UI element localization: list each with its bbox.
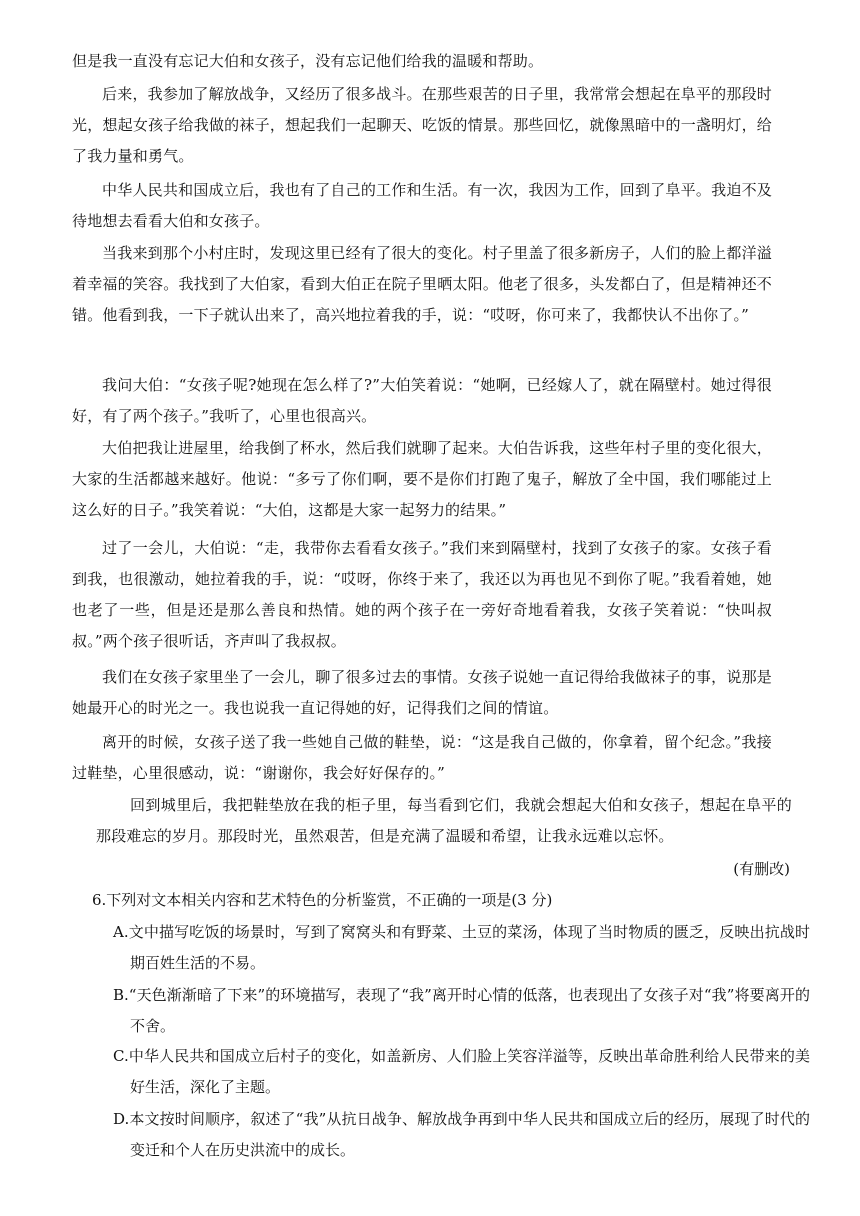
paragraph-9: 离开的时候，女孩子送了我一些她自己做的鞋垫，说：“这是我自己做的，你拿着，留个纪念。”我接过鞋垫，心里很感动，说：“谢谢你，我会好好保存的。” <box>72 733 772 782</box>
paragraph-8: 我们在女孩子家里坐了一会儿，聊了很多过去的事情。女孩子说她一直记得给我做袜子的事，说那是她最开心的时光之一。我也说我一直记得她的好，记得我们之间的情谊。 <box>72 668 772 717</box>
paragraph-1: 但是我一直没有忘记大伯和女孩子，没有忘记他们给我的温暖和帮助。 <box>72 52 544 70</box>
paragraph-4: 当我来到那个小村庄时，发现这里已经有了很大的变化。村子里盖了很多新房子，人们的脸上都洋溢着幸福的笑容。我找到了大伯家，看到大伯正在院子里晒太阳。他老了很多，头发都白了，但是精神还不错。他看到我，一下子就认出来了，高兴地拉着我的手，说：“哎呀，你可来了，我都快认不出你了。” <box>72 244 772 324</box>
paragraph-6: 大伯把我让进屋里，给我倒了杯水，然后我们就聊了起来。大伯告诉我，这些年村子里的变化很大，大家的生活都越来越好。他说：“多亏了你们啊，要不是你们打跑了鬼子，解放了全中国，我们哪能过上这么好的日子。”我笑着说：“大伯，这都是大家一起努力的结果。” <box>72 439 772 519</box>
option-d: D.本文按时间顺序，叙述了“我”从抗日战争、解放战争再到中华人民共和国成立后的经历，展现了时代的变迁和个人在历史洪流中的成长。 <box>113 1110 810 1159</box>
option-b: B.“天色渐渐暗了下来”的环境描写，表现了“我”离开时心情的低落，也表现出了女孩子对“我”将要离开的不舍。 <box>113 986 810 1035</box>
paragraph-7: 过了一会儿，大伯说：“走，我带你去看看女孩子。”我们来到隔壁村，找到了女孩子的家。女孩子看到我，也很激动，她拉着我的手，说：“哎呀，你终于来了，我还以为再也见不到你了呢。”我看着她，她也老了一些，但是还是那么善良和热情。她的两个孩子在一旁好奇地看着我，女孩子笑着说：“快叫叔叔。”两个孩子很听话，齐声叫了我叔叔。 <box>72 539 772 650</box>
paragraph-3: 中华人民共和国成立后，我也有了自己的工作和生活。有一次，我因为工作，回到了阜平。我迫不及待地想去看看大伯和女孩子。 <box>72 181 772 230</box>
option-c: C.中华人民共和国成立后村子的变化，如盖新房、人们脸上笑容洋溢等，反映出革命胜利给人民带来的美好生活，深化了主题。 <box>113 1047 810 1096</box>
source-note: (有删改) <box>733 860 790 878</box>
option-a: A.文中描写吃饭的场景时，写到了窝窝头和有野菜、土豆的菜汤，体现了当时物质的匮乏，反映出抗战时期百姓生活的不易。 <box>113 923 810 972</box>
paragraph-5: 我问大伯：“女孩子呢?她现在怎么样了?”大伯笑着说：“她啊，已经嫁人了，就在隔壁村。她过得很好，有了两个孩子。”我听了，心里也很高兴。 <box>72 376 772 425</box>
question-stem: 6.下列对文本相关内容和艺术特色的分析鉴赏，不正确的一项是(3 分) <box>92 891 553 909</box>
paragraph-2: 后来，我参加了解放战争，又经历了很多战斗。在那些艰苦的日子里，我常常会想起在阜平的那段时光，想起女孩子给我做的袜子，想起我们一起聊天、吃饭的情景。那些回忆，就像黑暗中的一盏明灯，给了我力量和勇气。 <box>72 85 772 165</box>
paragraph-10: 回到城里后，我把鞋垫放在我的柜子里，每当看到它们，我就会想起大伯和女孩子，想起在阜平的那段难忘的岁月。那段时光，虽然艰苦，但是充满了温暖和希望，让我永远难以忘怀。 <box>96 796 792 845</box>
